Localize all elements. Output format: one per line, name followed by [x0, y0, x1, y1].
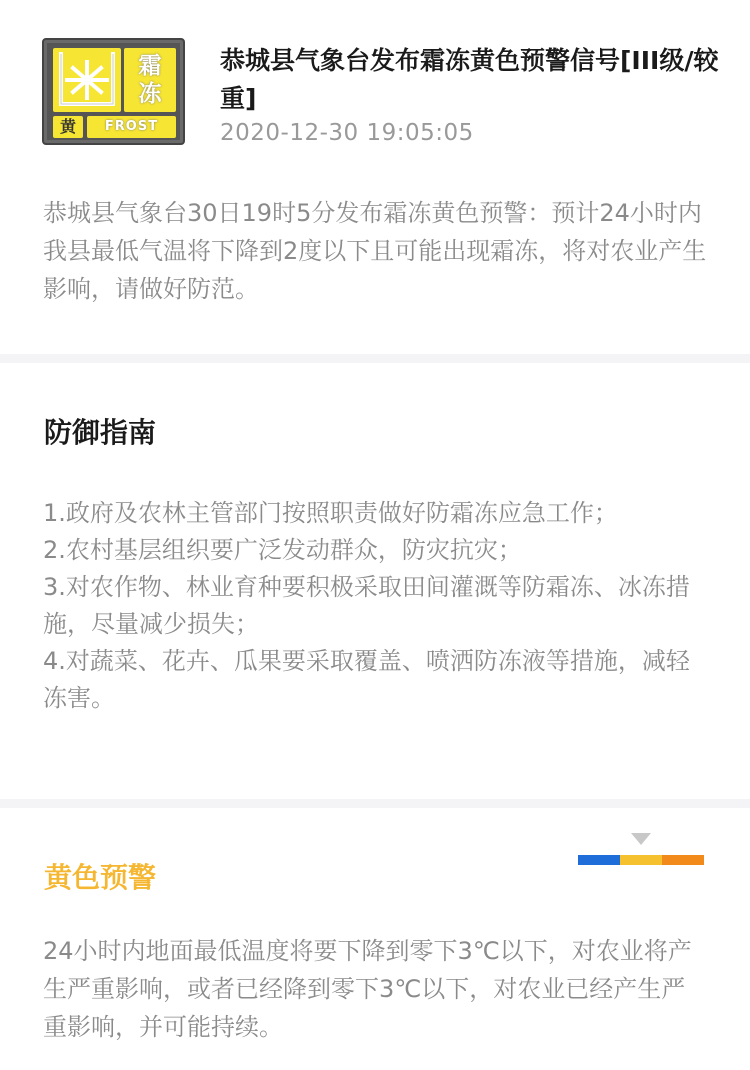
guide-item: 1.政府及农林主管部门按照职责做好防霜冻应急工作；: [43, 499, 618, 527]
frost-chars: [124, 48, 176, 112]
level-segment-orange: [662, 855, 704, 865]
guide-item: 2.农村基层组织要广泛发动群众，防灾抗灾；: [43, 536, 522, 564]
section-divider: [0, 799, 750, 808]
icon-level-char: 黄: [53, 116, 83, 138]
level-scale: [578, 832, 704, 872]
alert-card: [0, 0, 750, 354]
section-divider: [0, 354, 750, 363]
guide-item: 4.对蔬菜、花卉、瓜果要采取覆盖、喷洒防冻液等措施，减轻冻害。: [43, 647, 690, 712]
level-card: [0, 808, 750, 1070]
level-segment-blue: [578, 855, 620, 865]
level-pointer-icon: [631, 833, 651, 845]
guide-card: [0, 363, 750, 799]
level-description: 24小时内地面最低温度将要下降到零下3℃以下，对农业将产生严重影响，或者已经降到零下3℃以下，对农业已经产生严重影响，并可能持续。: [43, 937, 692, 1041]
guide-item: 3.对农作物、林业育种要积极采取田间灌溉等防霜冻、冰冻措施，尽量减少损失；: [43, 573, 690, 638]
alert-title: 恭城县气象台发布霜冻黄色预警信号[III级/较重]: [220, 46, 719, 113]
alert-description: 恭城县气象台30日19时5分发布霜冻黄色预警：预计24小时内我县最低气温将下降到2度以下且可能出现霜冻，将对农业产生影响，请做好防范。: [43, 199, 707, 303]
guide-title: 防御指南: [44, 416, 157, 449]
level-segment-yellow: [620, 855, 662, 865]
frost-warning-icon: [42, 38, 185, 145]
alert-time: 2020-12-30 19:05:05: [220, 120, 474, 146]
frost-symbol-icon: [53, 48, 121, 112]
level-title: 黄色预警: [44, 861, 157, 894]
icon-char-2: 冻: [138, 81, 162, 107]
icon-english-label: FROST: [87, 116, 176, 138]
guide-list: [43, 495, 708, 717]
icon-char-1: 霜: [138, 53, 162, 79]
